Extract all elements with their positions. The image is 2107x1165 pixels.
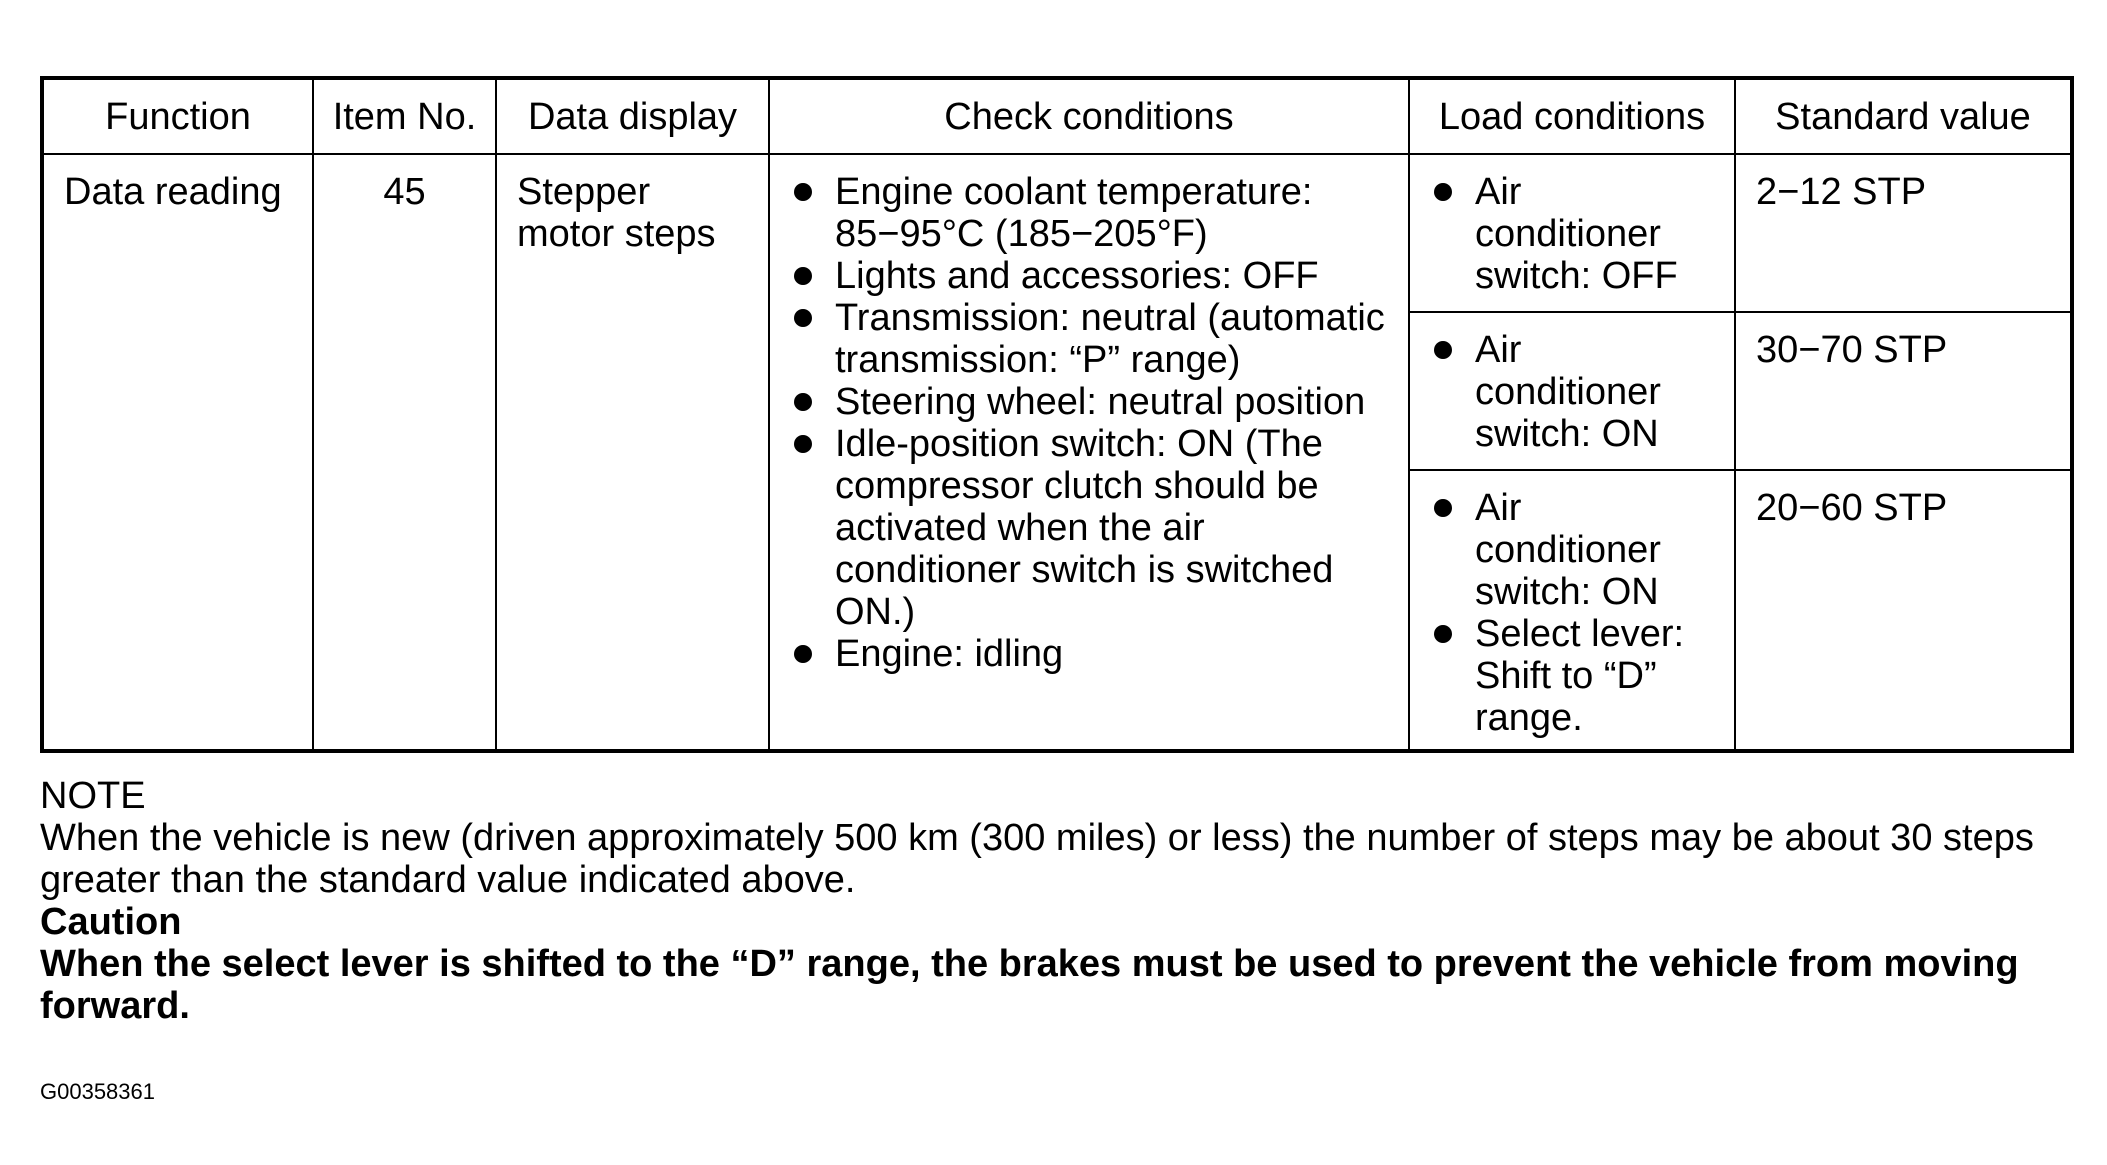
list-item-text: Engine coolant temperature: 85−95°C (185−205°F) xyxy=(835,171,1313,255)
list-item-text: Lights and accessories: OFF xyxy=(835,255,1319,297)
cell-check-conditions xyxy=(769,154,1409,751)
list-item-text: Transmission: neutral (automatic transmission: “P” range) xyxy=(835,297,1385,381)
caution-title: Caution xyxy=(40,901,182,943)
note-title: NOTE xyxy=(40,775,146,817)
check-conditions-list xyxy=(790,171,1388,675)
cell-load-conditions-3 xyxy=(1409,470,1735,751)
list-item xyxy=(1430,487,1714,613)
document-page xyxy=(40,76,2070,1105)
list-item-text: Air conditioner switch: ON xyxy=(1475,329,1661,455)
header-check-conditions: Check conditions xyxy=(769,78,1409,154)
bullet-dot-icon xyxy=(794,309,812,327)
note-text: When the vehicle is new (driven approximately 500 km (300 miles) or less) the number of steps may be about 30 steps greater than the standard value indicated above. xyxy=(40,817,2034,901)
list-item xyxy=(1430,613,1714,739)
bullet-dot-icon xyxy=(794,393,812,411)
load-conditions-list xyxy=(1430,171,1714,297)
bullet-dot-icon xyxy=(794,183,812,201)
bullet-dot-icon xyxy=(794,435,812,453)
list-item-text: Idle-position switch: ON (The compressor clutch should be activated when the air conditioner switch is switched ON.) xyxy=(835,423,1334,633)
list-item xyxy=(790,633,1388,675)
cell-load-conditions-2 xyxy=(1409,312,1735,470)
list-item-text: Engine: idling xyxy=(835,633,1064,675)
header-standard-value: Standard value xyxy=(1735,78,2072,154)
notes-section xyxy=(40,775,2070,1027)
list-item xyxy=(790,381,1388,423)
list-item xyxy=(1430,171,1714,297)
list-item xyxy=(790,423,1388,633)
header-load-conditions: Load conditions xyxy=(1409,78,1735,154)
caution-text: When the select lever is shifted to the “D” range, the brakes must be used to prevent the vehicle from moving forward. xyxy=(40,943,2019,1027)
stepper-motor-spec-table xyxy=(40,76,2074,753)
bullet-dot-icon xyxy=(1434,341,1452,359)
list-item-text: Steering wheel: neutral position xyxy=(835,381,1366,423)
cell-standard-value-1: 2−12 STP xyxy=(1735,154,2072,312)
list-item xyxy=(1430,329,1714,455)
load-conditions-list xyxy=(1430,329,1714,455)
list-item xyxy=(790,297,1388,381)
bullet-dot-icon xyxy=(1434,183,1452,201)
bullet-dot-icon xyxy=(794,267,812,285)
figure-id: G00358361 xyxy=(40,1079,155,1104)
list-item xyxy=(790,171,1388,255)
list-item xyxy=(790,255,1388,297)
table-row xyxy=(42,154,2072,312)
bullet-dot-icon xyxy=(1434,499,1452,517)
header-data-display: Data display xyxy=(496,78,769,154)
table-header-row xyxy=(42,78,2072,154)
list-item-text: Air conditioner switch: ON xyxy=(1475,487,1661,613)
bullet-dot-icon xyxy=(794,645,812,663)
cell-standard-value-2: 30−70 STP xyxy=(1735,312,2072,470)
cell-standard-value-3: 20−60 STP xyxy=(1735,470,2072,751)
header-item-no: Item No. xyxy=(313,78,496,154)
cell-item-no: 45 xyxy=(313,154,496,751)
bullet-dot-icon xyxy=(1434,625,1452,643)
cell-load-conditions-1 xyxy=(1409,154,1735,312)
header-function: Function xyxy=(42,78,313,154)
list-item-text: Air conditioner switch: OFF xyxy=(1475,171,1678,297)
list-item-text: Select lever: Shift to “D” range. xyxy=(1475,613,1685,739)
cell-function: Data reading xyxy=(42,154,313,751)
cell-data-display: Stepper motor steps xyxy=(496,154,769,751)
load-conditions-list xyxy=(1430,487,1714,739)
